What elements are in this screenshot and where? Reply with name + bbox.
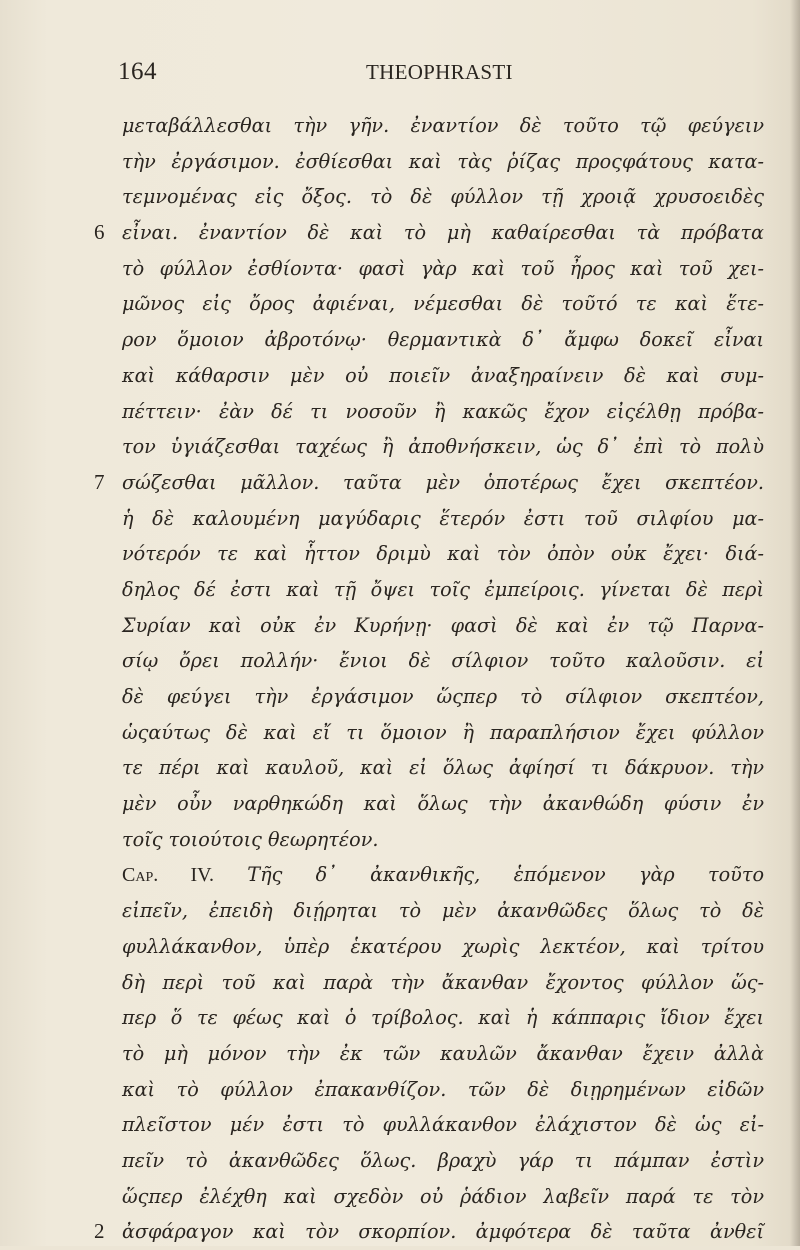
text-line <box>122 1143 764 1179</box>
text-line <box>94 1214 764 1250</box>
text-line <box>122 179 764 215</box>
text-line <box>122 144 764 180</box>
text-line <box>94 215 764 251</box>
page-number: 164 <box>118 58 157 85</box>
line-text: μῶνος εἰς ὄρος ἀφιέναι, νέμεσθαι δὲ τοῦτό τε καὶ ἕτε- <box>122 292 764 316</box>
line-text: πλεῖστον μέν ἐστι τὸ φυλλάκανθον ἐλάχιστον δὲ ὡς εἰ- <box>122 1113 764 1137</box>
line-text: ὡςαύτως δὲ καὶ εἴ τι ὅμοιον ἢ παραπλήσιον ἔχει φύλλον <box>122 720 764 744</box>
line-text: τε πέρι καὶ καυλοῦ, καὶ εἰ ὅλως ἀφίησί τι δάκρυον. τὴν <box>122 756 764 780</box>
line-text: τὸ φύλλον ἐσθίοντα· φασὶ γὰρ καὶ τοῦ ἦρος καὶ τοῦ χει- <box>122 256 764 280</box>
text-line <box>122 1036 764 1072</box>
line-text: τὴν ἐργάσιμον. ἐσθίεσθαι καὶ τὰς ῥίζας προςφάτους κατα- <box>122 149 764 173</box>
text-line <box>122 1107 764 1143</box>
line-text: πέττειν· ἐὰν δέ τι νοσοῦν ἢ κακῶς ἔχον εἰςέλθῃ πρόβα- <box>122 399 764 423</box>
line-text: μὲν οὖν ναρθηκώδη καὶ ὅλως τὴν ἀκανθώδη φύσιν ἐν <box>122 792 764 816</box>
text-line <box>122 286 764 322</box>
text-line <box>122 358 764 394</box>
chapter-heading: Cap. IV. <box>122 864 214 887</box>
page-header <box>118 58 758 94</box>
line-text: καὶ κάθαρσιν μὲν οὐ ποιεῖν ἀναξηραίνειν δὲ καὶ συμ- <box>122 363 764 387</box>
line-text: δὴ περὶ τοῦ καὶ παρὰ τὴν ἄκανθαν ἔχοντος φύλλον ὥς- <box>122 970 764 994</box>
line-text: σώζεσθαι μᾶλλον. ταῦτα μὲν ὁποτέρως ἔχει σκεπτέον. <box>122 470 764 494</box>
text-line <box>122 322 764 358</box>
text-line <box>122 643 764 679</box>
line-text: ὥςπερ ἐλέχθη καὶ σχεδὸν οὐ ῥάδιον λαβεῖν παρά τε τὸν <box>122 1184 764 1208</box>
text-line <box>122 679 764 715</box>
section-number: 2 <box>94 1219 105 1244</box>
line-text: Συρίαν καὶ οὐκ ἐν Κυρήνῃ· φασὶ δὲ καὶ ἐν τῷ Παρνα- <box>122 613 764 637</box>
text-line <box>122 1179 764 1215</box>
line-text: τὸ μὴ μόνον τὴν ἐκ τῶν καυλῶν ἄκανθαν ἔχειν ἀλλὰ <box>122 1041 764 1065</box>
page-edge-shadow <box>790 0 800 1246</box>
line-text: περ ὅ τε φέως καὶ ὁ τρίβολος. καὶ ἡ κάππαρις ἴδιον ἔχει <box>122 1006 764 1030</box>
running-head: THEOPHRASTI <box>366 60 513 84</box>
line-text: νότερόν τε καὶ ἧττον δριμὺ καὶ τὸν ὀπὸν οὐκ ἔχει· διά- <box>122 542 764 566</box>
text-line <box>122 572 764 608</box>
section-number: 6 <box>94 220 105 245</box>
text-line <box>122 501 764 537</box>
line-text: δηλος δέ ἐστι καὶ τῇ ὄψει τοῖς ἐμπείροις. γίνεται δὲ περὶ <box>122 577 764 601</box>
text-line <box>122 822 764 858</box>
text-line <box>122 929 764 965</box>
text-line <box>122 429 764 465</box>
line-text: ρον ὅμοιον ἀβροτόνῳ· θερμαντικὰ δ᾿ ἄμφω δοκεῖ εἶναι <box>122 328 764 352</box>
text-line <box>122 608 764 644</box>
line-text: τεμνομένας εἰς ὄξος. τὸ δὲ φύλλον τῇ χροιᾷ χρυσοειδὲς <box>122 185 764 209</box>
line-text: σίῳ ὄρει πολλήν· ἔνιοι δὲ σίλφιον τοῦτο καλοῦσιν. εἰ <box>122 649 764 673</box>
text-line <box>122 750 764 786</box>
line-text: εἶναι. ἐναντίον δὲ καὶ τὸ μὴ καθαίρεσθαι τὰ πρόβατα <box>122 221 764 245</box>
text-line <box>122 965 764 1001</box>
text-line <box>122 536 764 572</box>
line-text: Τῆς δ᾿ ἀκανθικῆς, ἑπόμενον γὰρ τοῦτο <box>247 863 764 887</box>
line-text: δὲ φεύγει τὴν ἐργάσιμον ὥςπερ τὸ σίλφιον σκεπτέον, <box>122 685 764 708</box>
line-text: εἰπεῖν, ἐπειδὴ διῄρηται τὸ μὲν ἀκανθῶδες ὅλως τὸ δὲ <box>122 899 764 923</box>
line-text: πεῖν τὸ ἀκανθῶδες ὅλως. βραχὺ γάρ τι πάμπαν ἐστὶν <box>122 1148 764 1172</box>
text-line <box>122 786 764 822</box>
line-text: ἀσφάραγον καὶ τὸν σκορπίον. ἀμφότερα δὲ ταῦτα ἀνθεῖ <box>122 1220 764 1244</box>
text-line <box>122 857 764 893</box>
line-text: τοῖς τοιούτοις θεωρητέον. <box>122 827 379 851</box>
text-line <box>122 251 764 287</box>
greek-text-body <box>94 108 764 1250</box>
line-text: ἡ δὲ καλουμένη μαγύδαρις ἕτερόν ἐστι τοῦ σιλφίου μα- <box>122 506 764 530</box>
text-line <box>122 108 764 144</box>
text-line <box>122 394 764 430</box>
line-text: τον ὑγιάζεσθαι ταχέως ἢ ἀποθνήσκειν, ὡς δ᾿ ἐπὶ τὸ πολὺ <box>122 435 764 459</box>
text-line <box>122 1000 764 1036</box>
text-line <box>94 465 764 501</box>
line-text: φυλλάκανθον, ὑπὲρ ἑκατέρου χωρὶς λεκτέον, καὶ τρίτου <box>122 934 764 958</box>
text-line <box>122 1072 764 1108</box>
line-text: καὶ τὸ φύλλον ἐπακανθίζον. τῶν δὲ διῃρημένων εἰδῶν <box>122 1077 764 1101</box>
text-line <box>122 893 764 929</box>
section-number: 7 <box>94 469 105 494</box>
line-text: μεταβάλλεσθαι τὴν γῆν. ἐναντίον δὲ τοῦτο τῷ φεύγειν <box>122 114 764 137</box>
text-line <box>122 715 764 751</box>
